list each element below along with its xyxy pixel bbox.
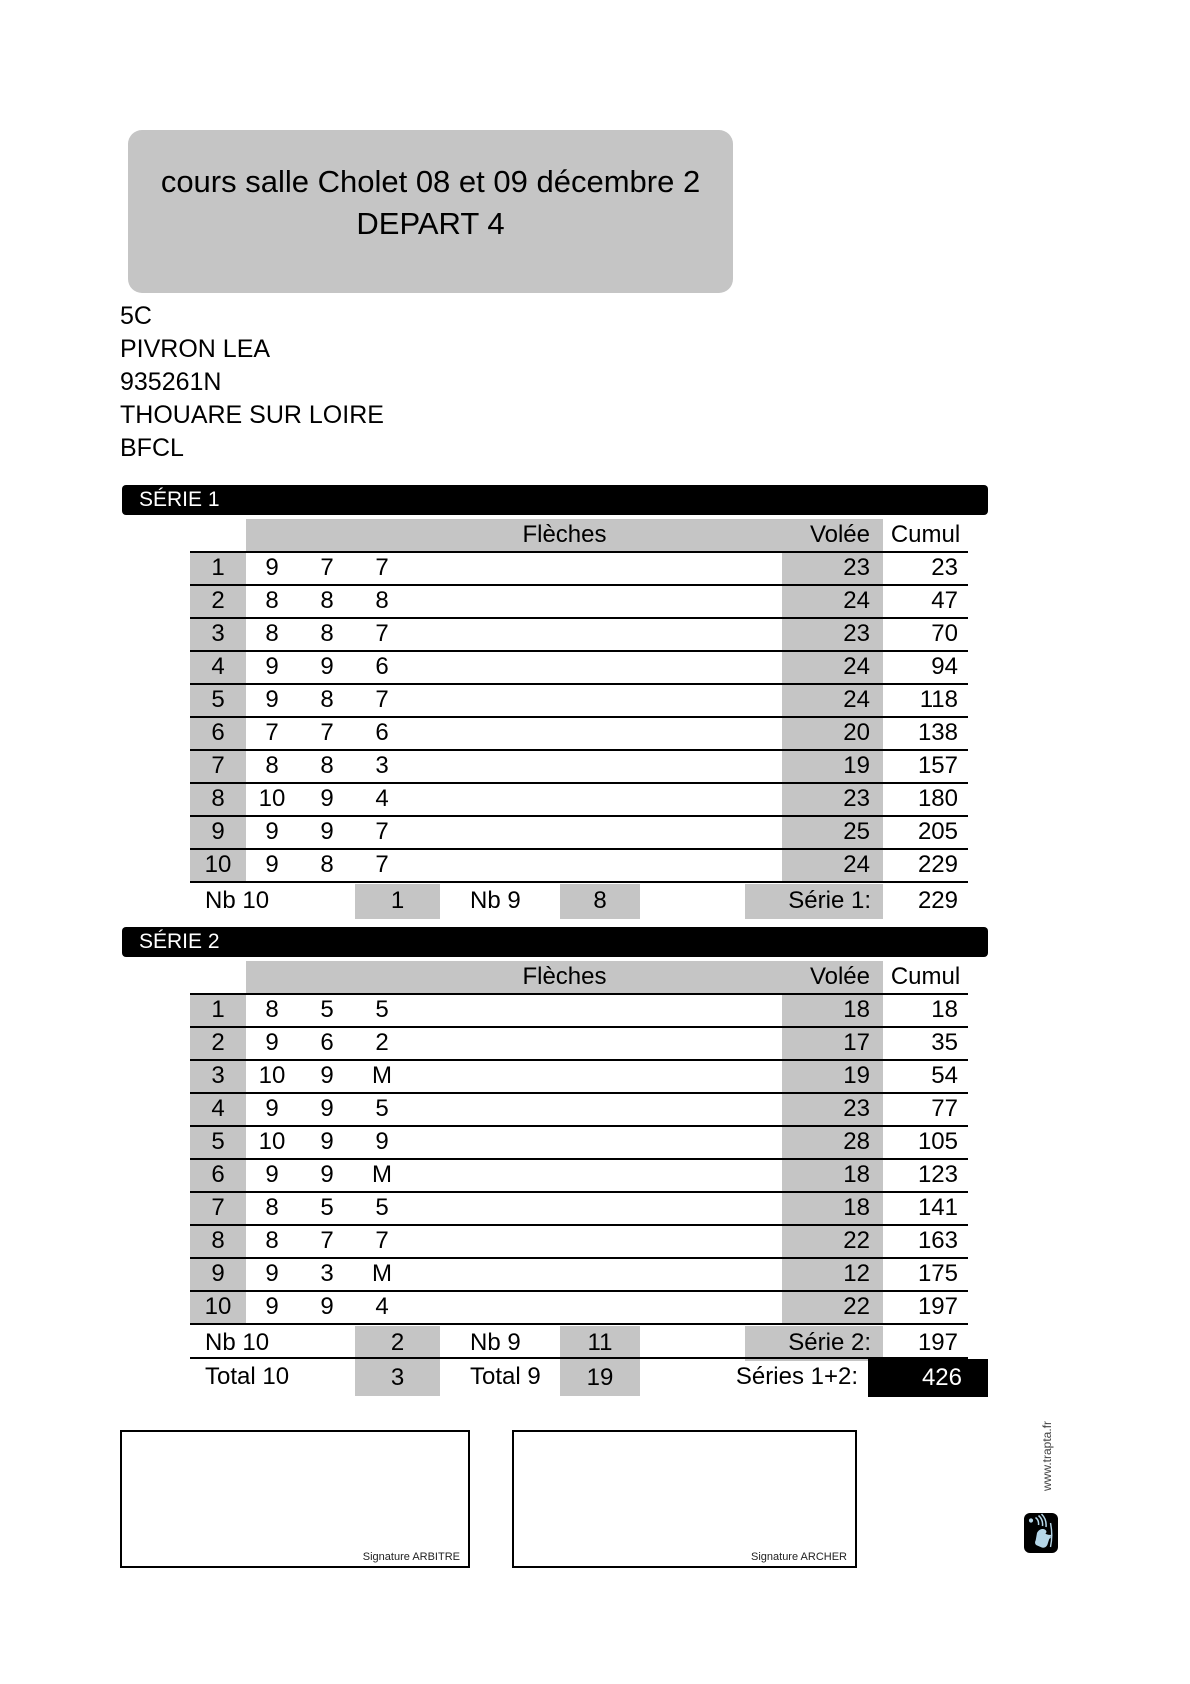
arrow-1-score: 8 xyxy=(265,620,279,647)
arrow-2-score: 9 xyxy=(320,653,334,680)
cumul-total: 70 xyxy=(931,620,958,647)
arrow-1-score: 8 xyxy=(265,1227,279,1254)
cumul-total: 54 xyxy=(931,1062,958,1089)
cumul-total: 77 xyxy=(931,1095,958,1122)
score-row xyxy=(190,716,968,749)
volee-total: 24 xyxy=(782,586,883,617)
volee-total: 24 xyxy=(782,652,883,683)
series-sum-label: Séries 1+2: xyxy=(735,1363,858,1390)
arrow-3-score: M xyxy=(372,1161,392,1188)
row-number: 6 xyxy=(190,718,246,749)
row-number: 8 xyxy=(190,784,246,815)
serie-2-total-label: Série 2: xyxy=(745,1326,883,1361)
arrow-3-score: 7 xyxy=(375,1227,389,1254)
arbitre-signature-label: Signature ARBITRE xyxy=(362,1551,460,1563)
arrow-1-score: 9 xyxy=(265,851,279,878)
row-number: 10 xyxy=(190,1292,246,1323)
archer-signature-box xyxy=(512,1430,857,1568)
arrow-1-score: 9 xyxy=(265,1161,279,1188)
score-row xyxy=(190,782,968,815)
serie-1-section xyxy=(0,485,1190,917)
serie-1-label: SÉRIE 1 xyxy=(139,488,220,511)
arrow-1-score: 9 xyxy=(265,1029,279,1056)
cumul-total: 123 xyxy=(917,1161,958,1188)
nb10-value-box: 1 xyxy=(355,884,440,919)
archer-name: PIVRON LEA xyxy=(120,335,271,363)
serie-2-label: SÉRIE 2 xyxy=(139,930,220,953)
score-row xyxy=(190,1158,968,1191)
arrow-2-score: 8 xyxy=(320,851,334,878)
competition-title-box xyxy=(128,130,733,293)
arrow-2-score: 7 xyxy=(320,554,334,581)
serie-1-rows xyxy=(190,551,968,883)
row-number: 4 xyxy=(190,652,246,683)
score-row xyxy=(190,683,968,716)
fleches-header: Flèches xyxy=(522,521,607,548)
cumul-total: 35 xyxy=(931,1029,958,1056)
depart-label: DEPART 4 xyxy=(356,205,505,241)
arrow-3-score: 4 xyxy=(375,1293,389,1320)
arrow-3-score: M xyxy=(372,1260,392,1287)
volee-total: 12 xyxy=(782,1259,883,1290)
cumul-total: 163 xyxy=(917,1227,958,1254)
cumul-total: 157 xyxy=(917,752,958,779)
score-row xyxy=(190,1224,968,1257)
archer-category: 5C xyxy=(120,302,152,330)
volee-total: 19 xyxy=(782,751,883,782)
arrow-2-score: 9 xyxy=(320,785,334,812)
arrow-2-score: 9 xyxy=(320,818,334,845)
volee-total: 20 xyxy=(782,718,883,749)
cumul-total: 229 xyxy=(917,851,958,878)
arrow-3-score: 5 xyxy=(375,1194,389,1221)
volee-total: 18 xyxy=(782,1193,883,1224)
nb9-value-box: 8 xyxy=(560,884,640,919)
score-row xyxy=(190,650,968,683)
arrow-3-score: 4 xyxy=(375,785,389,812)
archer-club: BFCL xyxy=(120,434,184,462)
cumul-total: 118 xyxy=(919,686,958,713)
volee-total: 24 xyxy=(782,850,883,881)
arrow-3-score: M xyxy=(372,1062,392,1089)
row-number: 5 xyxy=(190,1127,246,1158)
archer-info-block xyxy=(120,300,384,465)
score-row xyxy=(190,551,968,584)
competition-title: cours salle Cholet 08 et 09 décembre 2 xyxy=(160,163,701,199)
nb9-label: Nb 9 xyxy=(470,887,521,914)
score-row xyxy=(190,1059,968,1092)
score-row xyxy=(190,1125,968,1158)
serie-1-header-bar xyxy=(122,485,988,515)
volee-total: 19 xyxy=(782,1061,883,1092)
arrow-1-score: 9 xyxy=(265,1260,279,1287)
row-number: 6 xyxy=(190,1160,246,1191)
cumul-total: 18 xyxy=(931,996,958,1023)
volee-total: 18 xyxy=(782,1160,883,1191)
cumul-total: 94 xyxy=(931,653,958,680)
arrow-3-score: 7 xyxy=(375,851,389,878)
row-number: 7 xyxy=(190,751,246,782)
cumul-total: 47 xyxy=(931,587,958,614)
arrow-2-score: 9 xyxy=(320,1161,334,1188)
arrow-3-score: 9 xyxy=(375,1128,389,1155)
arrow-3-score: 8 xyxy=(375,587,389,614)
arrow-2-score: 9 xyxy=(320,1062,334,1089)
arbitre-signature-box xyxy=(120,1430,470,1568)
volee-total: 25 xyxy=(782,817,883,848)
archer-signature-label: Signature ARCHER xyxy=(751,1551,847,1563)
volee-total: 22 xyxy=(782,1226,883,1257)
arrow-1-score: 9 xyxy=(265,554,279,581)
cumul-total: 180 xyxy=(917,785,958,812)
volee-total: 23 xyxy=(782,1094,883,1125)
volee-header: Volée xyxy=(809,963,870,990)
score-row xyxy=(190,1191,968,1224)
volee-header: Volée xyxy=(809,521,870,548)
arrow-3-score: 3 xyxy=(375,752,389,779)
row-number: 2 xyxy=(190,1028,246,1059)
total10-label: Total 10 xyxy=(205,1363,290,1390)
arrow-1-score: 9 xyxy=(265,1293,279,1320)
arrow-2-score: 9 xyxy=(320,1293,334,1320)
total9-value-box: 19 xyxy=(560,1360,640,1396)
arrow-1-score: 10 xyxy=(258,1128,286,1155)
volee-total: 18 xyxy=(782,995,883,1026)
arrow-2-score: 9 xyxy=(320,1128,334,1155)
row-number: 5 xyxy=(190,685,246,716)
grand-total-row xyxy=(190,1357,968,1396)
score-row xyxy=(190,993,968,1026)
cumul-total: 138 xyxy=(917,719,958,746)
serie-1-total-value: 229 xyxy=(917,887,958,914)
serie-2-section xyxy=(0,927,1190,1359)
volee-total: 23 xyxy=(782,619,883,650)
arrow-1-score: 9 xyxy=(265,818,279,845)
cumul-header: Cumul xyxy=(890,963,961,990)
score-row xyxy=(190,749,968,782)
serie-2-nb-row xyxy=(190,1326,968,1361)
row-number: 1 xyxy=(190,995,246,1026)
arrow-3-score: 6 xyxy=(375,719,389,746)
archer-licence: 935261N xyxy=(120,368,222,396)
cumul-total: 105 xyxy=(917,1128,958,1155)
score-row xyxy=(190,815,968,848)
arrow-3-score: 2 xyxy=(375,1029,389,1056)
serie-1-total-label: Série 1: xyxy=(745,884,883,919)
cumul-total: 141 xyxy=(917,1194,958,1221)
arrow-1-score: 10 xyxy=(258,1062,286,1089)
nb9-label: Nb 9 xyxy=(470,1329,521,1356)
arrow-2-score: 8 xyxy=(320,587,334,614)
score-row xyxy=(190,848,968,883)
volee-total: 22 xyxy=(782,1292,883,1323)
arrow-2-score: 8 xyxy=(320,686,334,713)
arrow-3-score: 6 xyxy=(375,653,389,680)
nb9-value-box: 11 xyxy=(560,1326,640,1361)
arrow-2-score: 7 xyxy=(320,1227,334,1254)
cumul-total: 197 xyxy=(917,1293,958,1320)
score-row xyxy=(190,1257,968,1290)
total10-value-box: 3 xyxy=(355,1360,440,1396)
score-row xyxy=(190,584,968,617)
serie-1-table-header xyxy=(0,519,1190,551)
row-number: 9 xyxy=(190,1259,246,1290)
arrow-1-score: 8 xyxy=(265,752,279,779)
arrow-1-score: 7 xyxy=(265,719,279,746)
row-number: 4 xyxy=(190,1094,246,1125)
nb10-value-box: 2 xyxy=(355,1326,440,1361)
volee-total: 17 xyxy=(782,1028,883,1059)
arrow-2-score: 3 xyxy=(320,1260,334,1287)
row-number: 2 xyxy=(190,586,246,617)
fleches-header: Flèches xyxy=(522,963,607,990)
arrow-2-score: 6 xyxy=(320,1029,334,1056)
row-number: 3 xyxy=(190,1061,246,1092)
cumul-total: 23 xyxy=(931,554,958,581)
row-number: 8 xyxy=(190,1226,246,1257)
score-row xyxy=(190,1092,968,1125)
trapta-archer-logo-icon xyxy=(1024,1513,1058,1553)
arrow-1-score: 8 xyxy=(265,587,279,614)
arrow-3-score: 7 xyxy=(375,554,389,581)
arrow-3-score: 7 xyxy=(375,818,389,845)
arrow-1-score: 10 xyxy=(258,785,286,812)
total9-label: Total 9 xyxy=(470,1363,541,1390)
cumul-header: Cumul xyxy=(890,521,961,548)
row-number: 10 xyxy=(190,850,246,881)
nb10-label: Nb 10 xyxy=(205,887,270,914)
row-number: 9 xyxy=(190,817,246,848)
volee-total: 23 xyxy=(782,784,883,815)
arrow-3-score: 5 xyxy=(375,996,389,1023)
row-number: 7 xyxy=(190,1193,246,1224)
arrow-1-score: 8 xyxy=(265,996,279,1023)
serie-2-header-bar xyxy=(122,927,988,957)
row-number: 3 xyxy=(190,619,246,650)
nb10-label: Nb 10 xyxy=(205,1329,270,1356)
serie-2-table-header xyxy=(0,961,1190,993)
volee-total: 28 xyxy=(782,1127,883,1158)
cumul-total: 205 xyxy=(917,818,958,845)
volee-total: 23 xyxy=(782,553,883,584)
volee-total: 24 xyxy=(782,685,883,716)
arrow-2-score: 8 xyxy=(320,620,334,647)
serie-2-total-value: 197 xyxy=(917,1329,958,1356)
serie-2-rows xyxy=(190,993,968,1325)
archer-city: THOUARE SUR LOIRE xyxy=(120,401,384,429)
score-row xyxy=(190,1026,968,1059)
arrow-3-score: 7 xyxy=(375,620,389,647)
serie-1-nb-row xyxy=(190,884,968,919)
arrow-1-score: 9 xyxy=(265,653,279,680)
arrow-2-score: 5 xyxy=(320,996,334,1023)
arrow-2-score: 9 xyxy=(320,1095,334,1122)
arrow-1-score: 9 xyxy=(265,1095,279,1122)
arrow-1-score: 8 xyxy=(265,1194,279,1221)
score-row xyxy=(190,1290,968,1325)
arrow-2-score: 7 xyxy=(320,719,334,746)
series-sum-value-box: 426 xyxy=(868,1359,988,1397)
score-row xyxy=(190,617,968,650)
arrow-2-score: 8 xyxy=(320,752,334,779)
arrow-3-score: 7 xyxy=(375,686,389,713)
cumul-total: 175 xyxy=(917,1260,958,1287)
arrow-3-score: 5 xyxy=(375,1095,389,1122)
arrow-2-score: 5 xyxy=(320,1194,334,1221)
arrow-1-score: 9 xyxy=(265,686,279,713)
row-number: 1 xyxy=(190,553,246,584)
trapta-website-text: www.trapta.fr xyxy=(1040,1420,1054,1492)
